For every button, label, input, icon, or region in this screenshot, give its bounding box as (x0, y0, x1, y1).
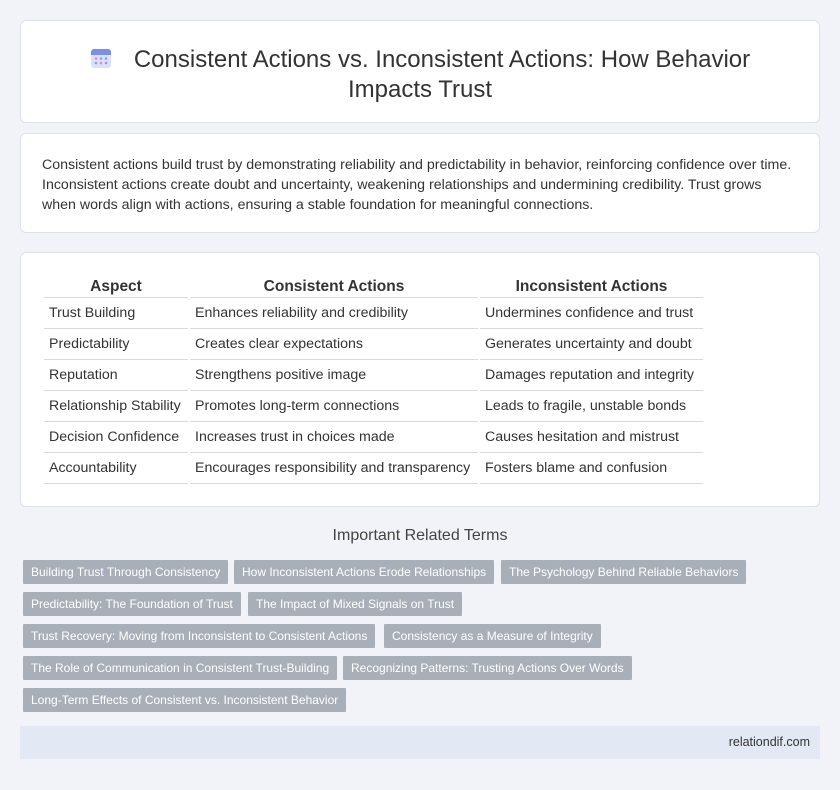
related-tag-link[interactable]: Building Trust Through Consistency (23, 560, 228, 584)
related-tag-link[interactable]: Long-Term Effects of Consistent vs. Inconsistent Behavior (23, 688, 346, 712)
cell-inconsistent: Leads to fragile, unstable bonds (480, 391, 703, 422)
footer-bar (20, 726, 820, 759)
header-consistent: Consistent Actions (190, 276, 478, 298)
table-row (44, 391, 703, 422)
cell-inconsistent: Causes hesitation and mistrust (480, 422, 703, 453)
header-aspect: Aspect (44, 276, 188, 298)
cell-inconsistent: Undermines confidence and trust (480, 298, 703, 329)
related-tag-link[interactable]: Trust Recovery: Moving from Inconsistent to Consistent Actions (23, 624, 375, 648)
cell-consistent: Creates clear expectations (190, 329, 478, 360)
cell-inconsistent: Damages reputation and integrity (480, 360, 703, 391)
cell-consistent: Enhances reliability and credibility (190, 298, 478, 329)
cell-aspect: Predictability (44, 329, 188, 360)
intro-paragraph: Consistent actions build trust by demonstrating reliability and predictability in behavior, reinforcing confidence over time. Inconsistent actions create doubt and uncertainty, weakening relationships and undermining credibility. Trust grows when words align with actions, ensuring a stable foundation for meaningful connections. (42, 157, 792, 213)
related-tag-link[interactable]: The Impact of Mixed Signals on Trust (248, 592, 462, 616)
cell-inconsistent: Fosters blame and confusion (480, 453, 703, 484)
cell-inconsistent: Generates uncertainty and doubt (480, 329, 703, 360)
title-card (20, 20, 820, 123)
comparison-card (20, 252, 820, 507)
table-row (44, 298, 703, 329)
related-tag-link[interactable]: Predictability: The Foundation of Trust (23, 592, 241, 616)
table-row (44, 422, 703, 453)
cell-aspect: Reputation (44, 360, 188, 391)
related-terms-heading: Important Related Terms (332, 527, 508, 544)
intro-card (20, 133, 820, 233)
table-row (44, 453, 703, 484)
table-header-row (44, 276, 703, 298)
cell-consistent: Strengthens positive image (190, 360, 478, 391)
page-title: Consistent Actions vs. Inconsistent Actions: How Behavior Impacts Trust (133, 46, 751, 103)
related-tag-link[interactable]: Consistency as a Measure of Integrity (384, 624, 601, 648)
header-inconsistent: Inconsistent Actions (480, 276, 703, 298)
cell-aspect: Trust Building (44, 298, 188, 329)
cell-consistent: Increases trust in choices made (190, 422, 478, 453)
cell-consistent: Encourages responsibility and transparency (190, 453, 478, 484)
table-row (44, 329, 703, 360)
page-title-wrap (21, 45, 819, 105)
related-tag-link[interactable]: The Role of Communication in Consistent Trust-Building (23, 656, 337, 680)
calendar-icon (90, 47, 112, 69)
table-row (44, 360, 703, 391)
cell-aspect: Accountability (44, 453, 188, 484)
footer-site-link[interactable]: relationdif.com (728, 735, 810, 749)
related-tag-link[interactable]: The Psychology Behind Reliable Behaviors (501, 560, 746, 584)
comparison-table (42, 276, 705, 484)
related-tag-link[interactable]: How Inconsistent Actions Erode Relationships (234, 560, 494, 584)
related-tag-link[interactable]: Recognizing Patterns: Trusting Actions Over Words (343, 656, 632, 680)
cell-aspect: Decision Confidence (44, 422, 188, 453)
cell-consistent: Promotes long-term connections (190, 391, 478, 422)
cell-aspect: Relationship Stability (44, 391, 188, 422)
